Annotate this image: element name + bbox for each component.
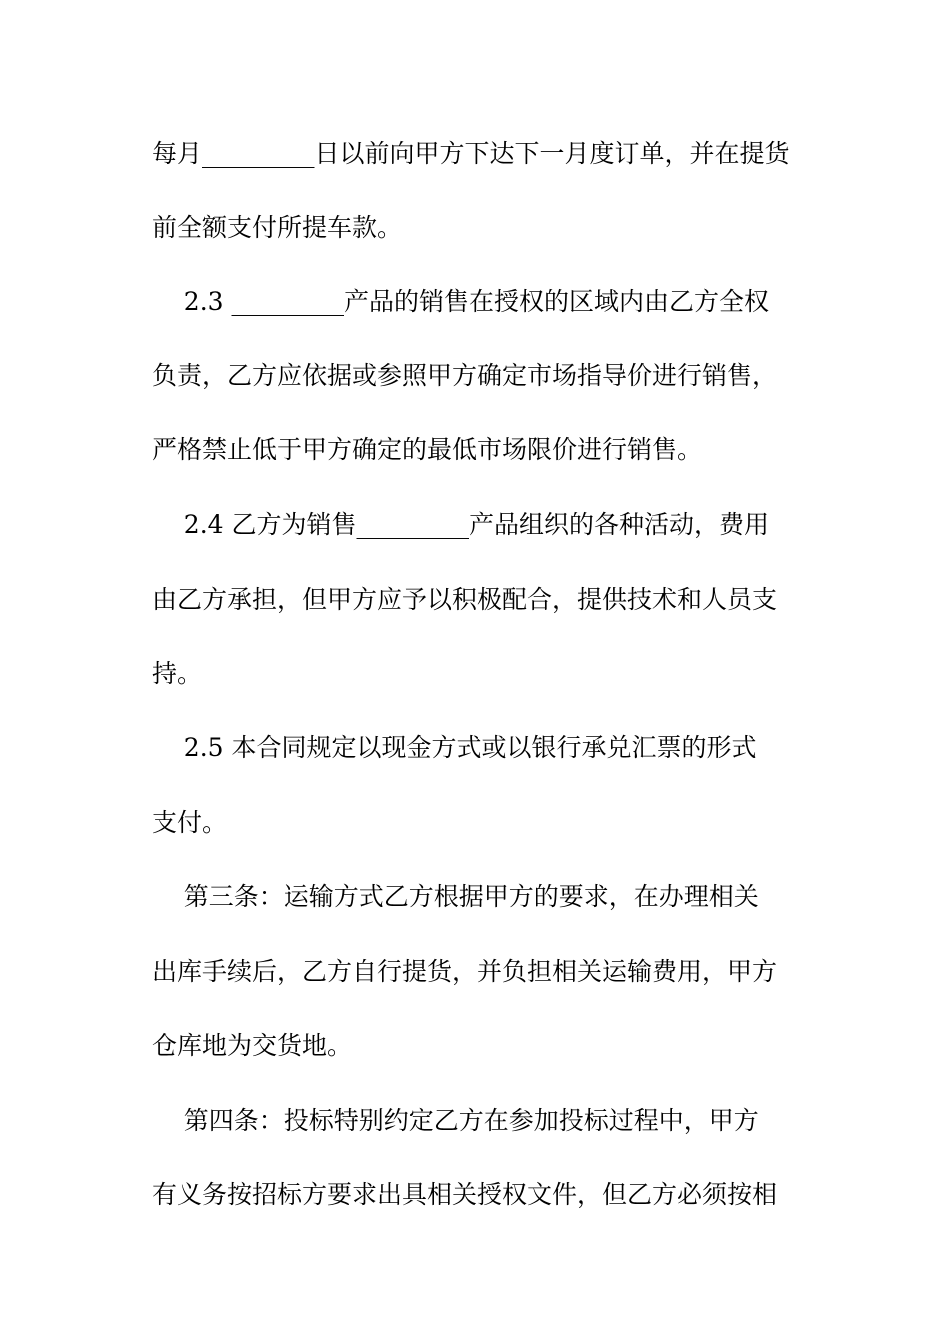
- text-line: 每月_________日以前向甲方下达下一月度订单，并在提货: [152, 139, 790, 168]
- text-line: 第四条：投标特别约定乙方在参加投标过程中，甲方: [152, 1106, 759, 1135]
- text-line: 有义务按招标方要求出具相关授权文件，但乙方必须按相: [152, 1180, 778, 1209]
- text-line: 2.5 本合同规定以现金方式或以银行承兑汇票的形式: [152, 733, 757, 762]
- text-line: 支付。: [152, 808, 228, 837]
- text-line: 出库手续后，乙方自行提货，并负担相关运输费用，甲方: [152, 957, 778, 986]
- text-line: 前全额支付所提车款。: [152, 213, 403, 242]
- text-line: 负责，乙方应依据或参照甲方确定市场指导价进行销售，: [152, 361, 778, 390]
- text-line: 第三条：运输方式乙方根据甲方的要求，在办理相关: [152, 882, 759, 911]
- text-line: 2.3 _________产品的销售在授权的区域内由乙方全权: [152, 287, 769, 316]
- text-line: 严格禁止低于甲方确定的最低市场限价进行销售。: [152, 435, 703, 464]
- text-line: 持。: [152, 659, 203, 688]
- text-line: 仓库地为交货地。: [152, 1031, 353, 1060]
- text-line: 由乙方承担，但甲方应予以积极配合，提供技术和人员支: [152, 585, 778, 614]
- text-line: 2.4 乙方为销售_________产品组织的各种活动，费用: [152, 510, 769, 539]
